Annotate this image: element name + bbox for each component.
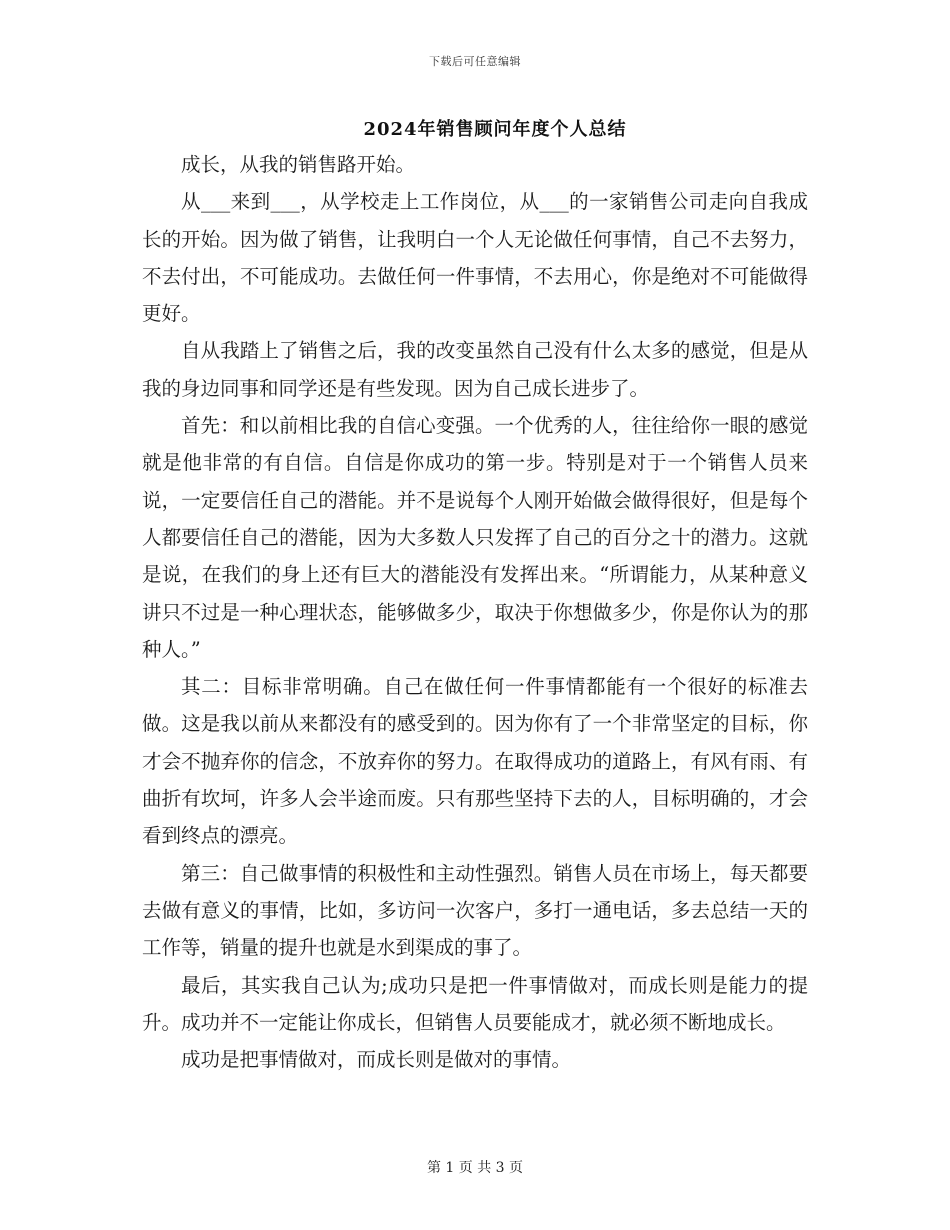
paragraph: 其二：目标非常明确。自己在做任何一件事情都能有一个很好的标准去做。这是我以前从来都没有的感受到的。因为你有了一个非常坚定的目标，你才会不抛弃你的信念，不放弃你的努力。在取得成功的道路上，有风有雨、有曲折有坎坷，许多人会半途而废。只有那些坚持下去的人，目标明确的，才会看到终点的漂亮。 — [142, 675, 808, 848]
paragraph: 首先：和以前相比我的自信心变强。一个优秀的人，往往给你一眼的感觉就是他非常的有自信。自信是你成功的第一步。特别是对于一个销售人员来说，一定要信任自己的潜能。并不是说每个人刚开始做会做得很好，但是每个人都要信任自己的潜能，因为大多数人只发挥了自己的百分之十的潜力。这就是说，在我们的身上还有巨大的潜能没有发挥出来。“所谓能力，从某种意义讲只不过是一种心理状态，能够做多少，取决于你想做多少，你是你认为的那种人。” — [142, 414, 808, 661]
paragraph: 第三：自己做事情的积极性和主动性强烈。销售人员在市场上，每天都要去做有意义的事情，比如，多访问一次客户，多打一通电话，多去总结一天的工作等，销量的提升也就是水到渠成的事了。 — [142, 861, 808, 960]
page-header-note: 下载后可任意编辑 — [429, 55, 521, 68]
paragraph: 最后，其实我自己认为;成功只是把一件事情做对，而成长则是能力的提升。成功并不一定能让你成长，但销售人员要能成才，就必须不断地成长。 — [142, 973, 808, 1034]
paragraph: 自从我踏上了销售之后，我的改变虽然自己没有什么太多的感觉，但是从我的身边同事和同学还是有些发现。因为自己成长进步了。 — [142, 339, 808, 400]
document-title: 2024年销售顾问年度个人总结 — [363, 119, 627, 140]
paragraph: 成功是把事情做对，而成长则是做对的事情。 — [181, 1048, 572, 1072]
document-body — [142, 146, 808, 1078]
paragraph: 成长，从我的销售路开始。 — [181, 153, 416, 176]
page-number: 第 1 页 共 3 页 — [426, 1160, 524, 1176]
paragraph: 从___来到___，从学校走上工作岗位，从___的一家销售公司走向自我成长的开始。因为做了销售，让我明白一个人无论做任何事情，自己不去努力，不去付出，不可能成功。去做任何一件事情，不去用心，你是绝对不可能做得更好。 — [142, 190, 808, 326]
